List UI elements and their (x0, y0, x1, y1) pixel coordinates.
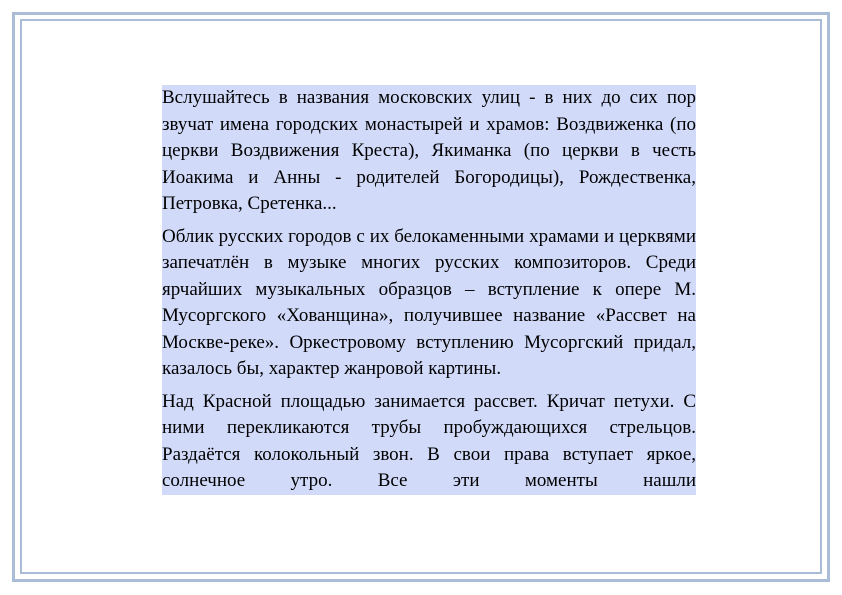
paragraph-composers: Облик русских городов с их белокаменными храмами и церквями запечатлён в музыке многих русских композиторов. Среди ярчайших музыкальных образцов – вступление к опере М. Мусоргского «Хованщина», получившее название «Рассвет на Москве-реке». Оркестровому вступлению Мусоргский придал, казалось бы, характер жанровой картины. (162, 225, 696, 379)
paragraph-dawn: Над Красной площадью занимается рассвет. Кричат петухи. С ними перекликаются трубы пробуждающихся стрельцов. Раздаётся колокольный звон. В свои права вступает яркое, солнечное утро. Все эти моменты нашли (162, 390, 696, 491)
paragraph-moscow-streets: Вслушайтесь в названия московских улиц - в них до сих пор звучат имена городских монастырей и храмов: Воздвиженка (по церкви Воздвижения Креста), Якиманка (по церкви в честь Иоакима и Анны - родителей Богородицы), Рождественка, Петровка, Сретенка... (162, 87, 696, 214)
text-block (162, 85, 696, 495)
